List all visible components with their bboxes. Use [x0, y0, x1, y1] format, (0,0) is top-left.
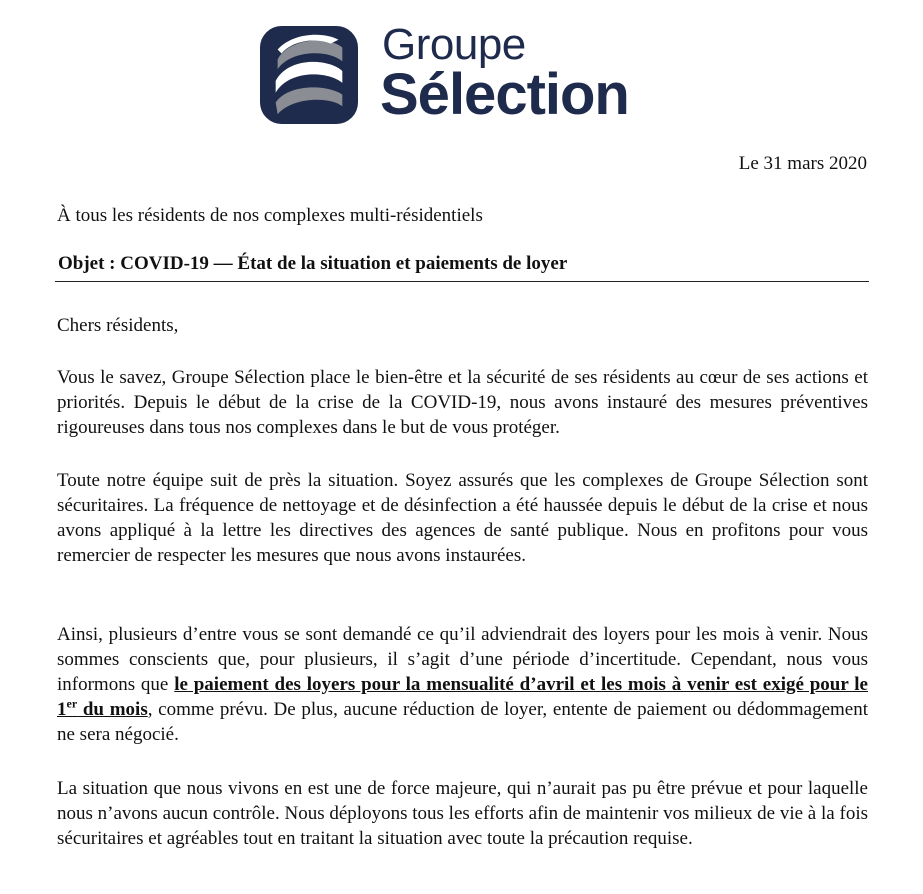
paragraph-3-intro: Ainsi, plusieurs d’entre vous se sont demandé ce qu’il adviendrait des loyers pour les mois à venir. Nous sommes conscients que, pour plusieurs, il s’agit d’une période d’incertitude. Cependant, nous vous informons que [57, 624, 868, 695]
rent-payment-notice-superscript: er [66, 696, 78, 711]
letter-recipient: À tous les résidents de nos complexes multi-résidentiels [57, 205, 483, 226]
logo-text-groupe: Groupe [382, 20, 526, 69]
paragraph-2: Toute notre équipe suit de près la situation. Soyez assurés que les complexes de Groupe Sélection sont sécuritaires. La fréquence de nettoyage et de désinfection a été haussée depuis le début de la crise et nous avons appliqué à la lettre les directives des agences de santé publique. Nous en profitons pour vous remercier de respecter les mesures que nous avons instaurées. [57, 470, 868, 566]
groupe-selection-logo-mark [260, 26, 358, 124]
paragraph-1: Vous le savez, Groupe Sélection place le bien-être et la sécurité de ses résidents au cœur de ses actions et priorités. Depuis le début de la crise de la COVID-19, nous avons instauré des mesures préventives rigoureuses dans tous nos complexes dans le but de vous protéger. [57, 367, 868, 438]
paragraph-3 [57, 622, 868, 747]
paragraph-4: La situation que nous vivons en est une de force majeure, qui n’aurait pas pu être prévue et pour laquelle nous n’avons aucun contrôle. Nous déployons tous les efforts afin de maintenir vos milieux de vie à la fois sécuritaires et agréables tout en traitant la situation avec toute la précaution requise. [57, 778, 868, 849]
company-logo [260, 20, 680, 130]
rent-payment-notice-text-a: le paiement des loyers pour la mensualité d’avril et les mois à venir est exigé pour le 1 [57, 674, 868, 720]
logo-text-selection: Sélection [380, 62, 629, 127]
rent-payment-notice-text-b: du mois [77, 699, 148, 720]
paragraph-3-conclusion: , comme prévu. De plus, aucune réduction de loyer, entente de paiement ou dédommagement ne sera négocié. [57, 699, 869, 745]
letter-date: Le 31 mars 2020 [738, 153, 867, 174]
letter-subject: Objet : COVID-19 — État de la situation et paiements de loyer [55, 253, 869, 282]
letter-greeting: Chers résidents, [57, 315, 179, 336]
